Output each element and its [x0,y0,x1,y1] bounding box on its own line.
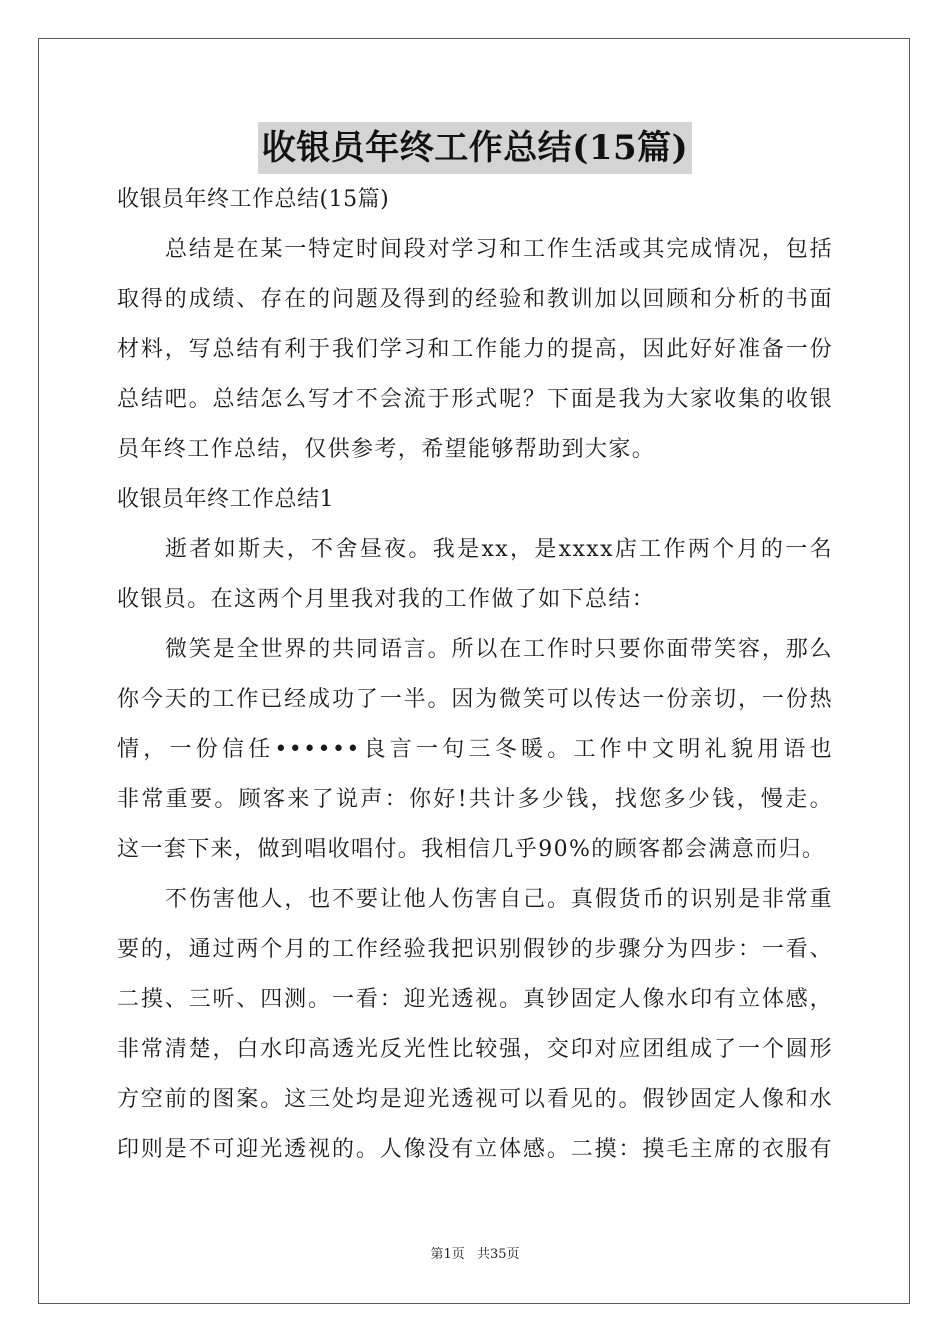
paragraph-line: 情，一份信任••••••良言一句三冬暖。工作中文明礼貌用语也 [117,737,833,762]
paragraph-line: 印则是不可迎光透视的。人像没有立体感。二摸：摸毛主席的衣服有 [117,1137,833,1162]
paragraph-line: 收银员。在这两个月里我对我的工作做了如下总结： [117,587,656,612]
paragraph-line: 总结吧。总结怎么写才不会流于形式呢？下面是我为大家收集的收银 [117,387,833,412]
document-subtitle: 收银员年终工作总结(15篇) [117,187,390,212]
paragraph-line: 非常清楚，白水印高透光反光性比较强，交印对应团组成了一个圆形 [117,1037,833,1062]
title-area [0,122,950,174]
page-total: 共35页 [476,1247,520,1262]
paragraph-1 [117,525,833,625]
paragraph-line: 二摸、三听、四测。一看：迎光透视。真钞固定人像水印有立体感， [117,987,833,1012]
paragraph-line: 总结是在某一特定时间段对学习和工作生活或其完成情况，包括 [165,237,833,262]
paragraph-2 [117,625,833,875]
page-footer [0,1245,950,1265]
paragraph-line: 员年终工作总结，仅供参考，希望能够帮助到大家。 [117,437,656,462]
paragraph-line: 这一套下来，做到唱收唱付。我相信几乎90%的顾客都会满意而归。 [117,837,826,862]
paragraph-line: 取得的成绩、存在的问题及得到的经验和教训加以回顾和分析的书面 [117,287,833,312]
paragraph-line: 非常重要。顾客来了说声：你好!共计多少钱，找您多少钱，慢走。 [117,787,833,812]
paragraph-line: 要的，通过两个月的工作经验我把识别假钞的步骤分为四步：一看、 [117,937,833,962]
document-title: 收银员年终工作总结(15篇) [258,122,693,174]
paragraph-3 [117,875,833,1175]
paragraph-line: 方空前的图案。这三处均是迎光透视可以看见的。假钞固定人像和水 [117,1087,833,1112]
document-body [117,175,833,1175]
page-number: 第1页 [430,1247,465,1262]
section-heading: 收银员年终工作总结1 [117,487,334,512]
paragraph-line: 不伤害他人，也不要让他人伤害自己。真假货币的识别是非常重 [165,887,833,912]
paragraph-line: 材料，写总结有利于我们学习和工作能力的提高，因此好好准备一份 [117,337,833,362]
paragraph-line: 微笑是全世界的共同语言。所以在工作时只要你面带笑容，那么 [165,637,833,662]
paragraph-line: 逝者如斯夫，不舍昼夜。我是xx，是xxxx店工作两个月的一名 [165,537,833,562]
paragraph-line: 你今天的工作已经成功了一半。因为微笑可以传达一份亲切，一份热 [117,687,833,712]
intro-paragraph [117,225,833,475]
